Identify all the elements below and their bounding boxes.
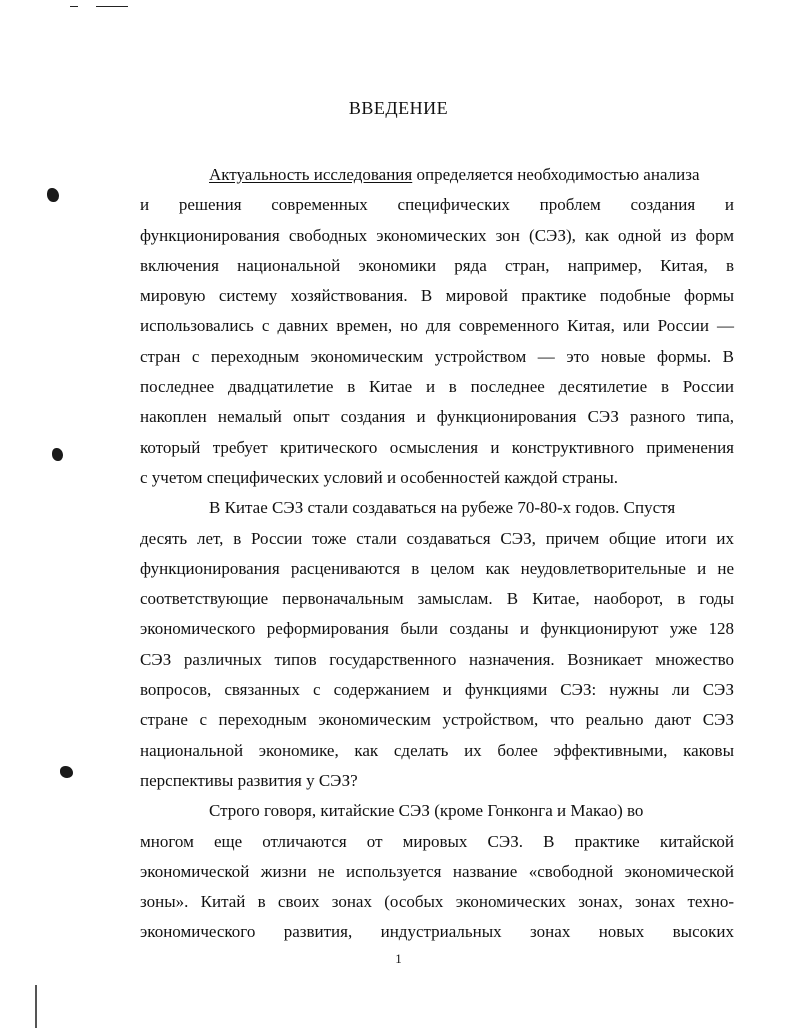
scan-mark-top-2 xyxy=(96,6,128,7)
paragraph-1-line: стран с переходным экономическим устройством — это новые формы. В xyxy=(140,346,734,366)
paragraph-2-line: десять лет, в России тоже стали создаваться СЭЗ, причем общие итоги их xyxy=(140,528,734,548)
paragraph-3-line: экономической жизни не используется название «свободной экономической xyxy=(140,861,734,881)
punch-hole-mark-3 xyxy=(60,766,73,778)
scan-left-edge xyxy=(35,985,37,1028)
page-number: 1 xyxy=(395,951,402,966)
paragraph-3-line: зоны». Китай в своих зонах (особых экономических зонах, зонах техно- xyxy=(140,892,734,912)
paragraph-2-line-1: В Китае СЭЗ стали создаваться на рубеже 70-80-х годов. Спустя xyxy=(209,498,676,518)
paragraph-2-line: СЭЗ различных типов государственного назначения. Возникает множество xyxy=(140,649,734,669)
scan-mark-top xyxy=(70,6,78,7)
paragraph-1-line: использовались с давних времен, но для современного Китая, или России — xyxy=(140,316,734,336)
paragraph-1-line: последнее двадцатилетие в Китае и в последнее десятилетие в России xyxy=(140,377,734,397)
underlined-heading: Актуальность исследования xyxy=(209,165,413,184)
punch-hole-mark-1 xyxy=(47,188,59,202)
paragraph-1-line: накоплен немалый опыт создания и функционирования СЭЗ разного типа, xyxy=(140,407,734,427)
paragraph-1-line: функционирования свободных экономических зон (СЭЗ), как одной из форм xyxy=(140,225,734,245)
paragraph-3-line: экономического развития, индустриальных зонах новых высоких xyxy=(140,922,734,942)
paragraph-2-line: функционирования расцениваются в целом как неудовлетворительные и не xyxy=(140,558,734,578)
body-text xyxy=(140,160,734,948)
paragraph-3-line: многом еще отличаются от мировых СЭЗ. В практике китайской xyxy=(140,831,734,851)
paragraph-2-line: национальной экономике, как сделать их более эффективными, каковы xyxy=(140,740,734,760)
paragraph-1-line: который требует критического осмысления и конструктивного применения xyxy=(140,437,734,457)
paragraph-2-line: экономического реформирования были созданы и функционируют уже 128 xyxy=(140,619,734,639)
paragraph-1-line-1: Актуальность исследования определяется необходимостью анализа xyxy=(209,165,700,184)
paragraph-1-line: мировую систему хозяйствования. В мировой практике подобные формы xyxy=(140,286,734,306)
paragraph-1-line: включения национальной экономики ряда стран, например, Китая, в xyxy=(140,255,734,275)
punch-hole-mark-2 xyxy=(52,448,63,461)
paragraph-2-last-line: перспективы развития у СЭЗ? xyxy=(140,770,358,790)
paragraph-1-line: и решения современных специфических проблем создания и xyxy=(140,195,734,215)
paragraph-1-last-line: с учетом специфических условий и особенностей каждой страны. xyxy=(140,467,619,487)
paragraph-2-line: вопросов, связанных с содержанием и функциями СЭЗ: нужны ли СЭЗ xyxy=(140,680,734,700)
paragraph-2-line: стране с переходным экономическим устройством, что реально дают СЭЗ xyxy=(140,710,734,730)
paragraph-2-line: соответствующие первоначальным замыслам. В Китае, наоборот, в годы xyxy=(140,589,734,609)
page-title: ВВЕДЕНИЕ xyxy=(348,98,449,118)
paragraph-3-line-1: Строго говоря, китайские СЭЗ (кроме Гонконга и Макао) во xyxy=(209,801,644,821)
